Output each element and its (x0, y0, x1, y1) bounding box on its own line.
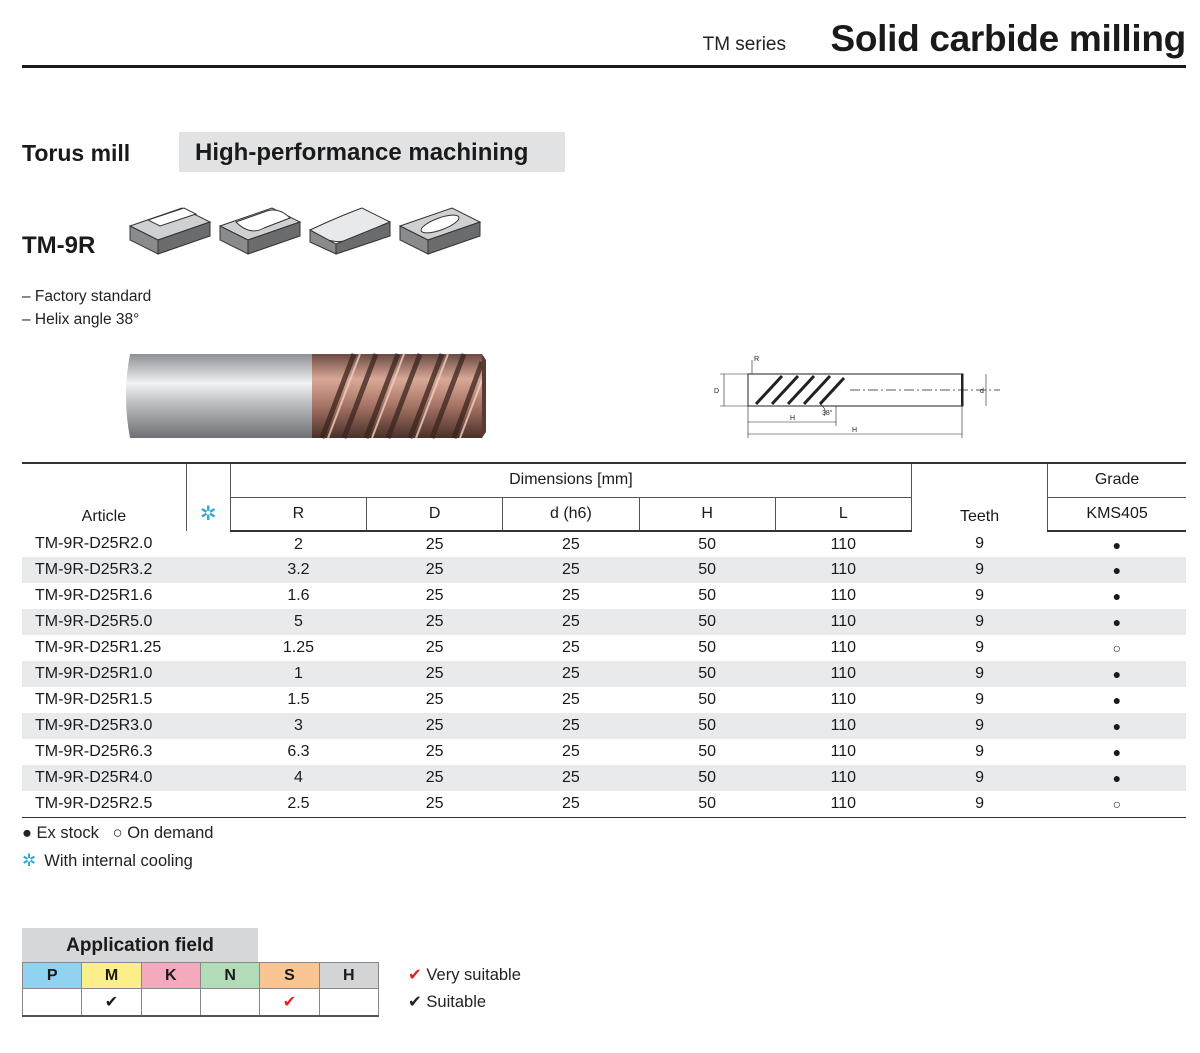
h-cell: 50 (639, 765, 775, 791)
d-cell: 25 (367, 609, 503, 635)
table-row (22, 791, 1186, 817)
header-article: Article (81, 508, 127, 525)
d-cell: 25 (367, 661, 503, 687)
slot-milling-icon (130, 208, 210, 254)
dh6-cell: 25 (503, 791, 639, 817)
d-cell: 25 (367, 557, 503, 583)
header-cooling (186, 463, 230, 531)
teeth-cell: 9 (911, 791, 1047, 817)
material-m: M (82, 963, 141, 989)
pocket-milling-icon (400, 208, 480, 254)
teeth-cell: 9 (975, 535, 984, 552)
teeth-cell: 9 (975, 639, 984, 656)
l-cell: 110 (775, 557, 911, 583)
cooling-icon: ✲ (199, 503, 217, 525)
feature-list (22, 285, 151, 331)
cooling-cell (186, 557, 230, 583)
operation-icons (128, 190, 493, 260)
series-label: TM series (702, 34, 786, 55)
h-cell: 50 (698, 743, 716, 760)
dh6-cell: 25 (503, 765, 639, 791)
r-cell: 5 (230, 609, 366, 635)
r-cell: 3 (230, 713, 366, 739)
legend-suitable (408, 989, 521, 1016)
availability-cell: ● (1048, 713, 1186, 739)
dh6-cell: 25 (561, 639, 580, 656)
teeth-cell: 9 (975, 691, 984, 708)
availability-cell: ● (1112, 744, 1122, 760)
availability-cell: ○ (1112, 640, 1122, 656)
application-field-title: Application field (22, 928, 258, 962)
cooling-cell (186, 713, 230, 739)
r-cell: 1.25 (282, 639, 315, 656)
teeth-cell: 9 (975, 743, 984, 760)
teeth-cell: 9 (911, 661, 1047, 687)
d-cell: 25 (425, 639, 444, 656)
suitability-h (319, 989, 378, 1016)
h-cell: 50 (639, 557, 775, 583)
material-codes-row (23, 963, 379, 989)
r-cell: 2 (294, 535, 303, 553)
teeth-cell: 9 (911, 609, 1047, 635)
article-cell: TM-9R-D25R2.0 (35, 535, 153, 552)
table-row (22, 609, 1186, 635)
suitability-k (141, 989, 200, 1016)
l-cell: 110 (775, 609, 911, 635)
table-row (22, 583, 1186, 609)
h-cell: 50 (639, 791, 775, 817)
suitability-p (23, 989, 82, 1016)
suitability-n (200, 989, 259, 1016)
d-cell: 25 (425, 587, 444, 604)
legend-ex-stock: ● Ex stock (22, 824, 99, 842)
d-cell: 25 (367, 713, 503, 739)
drawing-label-h: H (790, 415, 796, 422)
cooling-cell (186, 765, 230, 791)
article-cell: TM-9R-D25R1.5 (35, 691, 153, 708)
drawing-label-r: R (754, 356, 760, 363)
header-l: L (775, 497, 911, 531)
very-suitable-check-icon: ✔ (260, 989, 319, 1016)
availability-cell: ● (1112, 692, 1122, 708)
material-k: K (141, 963, 200, 989)
dh6-cell: 25 (561, 743, 580, 760)
table-row (22, 687, 1186, 713)
article-cell: TM-9R-D25R5.0 (22, 609, 186, 635)
l-cell: 110 (775, 713, 911, 739)
h-cell: 50 (698, 691, 716, 708)
h-cell: 50 (698, 587, 716, 604)
dh6-cell: 25 (561, 587, 580, 604)
table-row (22, 557, 1186, 583)
technical-drawing (700, 352, 1000, 444)
l-cell: 110 (830, 743, 857, 760)
material-n: N (200, 963, 259, 989)
cooling-cell (186, 791, 230, 817)
article-cell: TM-9R-D25R3.0 (22, 713, 186, 739)
r-cell: 1.6 (287, 587, 310, 604)
drawing-label-l: H (852, 427, 858, 434)
table-row (22, 713, 1186, 739)
table-row (22, 661, 1186, 687)
legend-cooling: With internal cooling (44, 852, 193, 870)
feature-item: – Helix angle 38° (22, 311, 140, 328)
drawing-label-d-small: d (980, 388, 984, 395)
h-cell: 50 (639, 713, 775, 739)
r-cell: 2.5 (230, 791, 366, 817)
legend-row-stock (22, 820, 213, 847)
r-cell: 1 (230, 661, 366, 687)
h-cell: 50 (698, 639, 716, 656)
legend-very-suitable (408, 962, 521, 989)
cooling-cell (186, 739, 230, 765)
header-grade: Grade (1048, 463, 1186, 497)
cooling-icon: ✲ (22, 851, 37, 870)
l-cell: 110 (830, 691, 857, 708)
l-cell: 110 (775, 791, 911, 817)
r-cell: 4 (230, 765, 366, 791)
application-field-table (22, 962, 379, 1017)
dh6-cell: 25 (503, 557, 639, 583)
application-legend (408, 962, 521, 1016)
article-cell: TM-9R-D25R1.0 (22, 661, 186, 687)
model-name: TM-9R (22, 232, 96, 259)
performance-label: High-performance machining (179, 132, 565, 172)
legend-row-cooling (22, 847, 213, 875)
page-header (22, 14, 1186, 68)
article-cell: TM-9R-D25R1.25 (35, 639, 162, 656)
availability-cell: ● (1048, 765, 1186, 791)
article-cell: TM-9R-D25R3.2 (22, 557, 186, 583)
suitable-check-icon: ✔ (82, 989, 141, 1016)
d-cell: 25 (367, 791, 503, 817)
material-p: P (23, 963, 82, 989)
header-h: H (639, 497, 775, 531)
teeth-cell: 9 (911, 765, 1047, 791)
d-cell: 25 (367, 765, 503, 791)
header-grade-name: KMS405 (1048, 497, 1186, 531)
cooling-cell (186, 661, 230, 687)
page-title: Solid carbide milling (830, 18, 1186, 59)
d-cell: 25 (425, 535, 444, 553)
d-cell: 25 (425, 743, 444, 760)
availability-cell: ● (1048, 557, 1186, 583)
feature-item: – Factory standard (22, 288, 152, 305)
h-cell: 50 (639, 661, 775, 687)
availability-legend (22, 820, 213, 875)
header-teeth: Teeth (911, 463, 1047, 531)
dh6-cell: 25 (561, 535, 580, 553)
cooling-cell (186, 635, 230, 661)
availability-cell: ● (1048, 609, 1186, 635)
cooling-cell (186, 583, 230, 609)
availability-cell: ● (1112, 588, 1122, 604)
availability-cell: ○ (1048, 791, 1186, 817)
h-cell: 50 (698, 535, 716, 553)
legend-on-demand: ○ On demand (112, 824, 214, 842)
dh6-cell: 25 (503, 609, 639, 635)
l-cell: 110 (830, 639, 857, 656)
material-s: S (260, 963, 319, 989)
header-d: D (367, 497, 503, 531)
very-suitable-label: Very suitable (426, 966, 521, 984)
l-cell: 110 (775, 765, 911, 791)
profile-milling-icon (310, 208, 390, 254)
shoulder-milling-icon (220, 208, 300, 254)
l-cell: 110 (775, 661, 911, 687)
drawing-label-angle: 38° (822, 410, 833, 417)
drawing-label-d-big: D (714, 388, 720, 395)
spec-table (22, 462, 1186, 818)
cooling-cell (186, 609, 230, 635)
cooling-cell (186, 687, 230, 713)
table-row (22, 739, 1186, 765)
suitable-label: Suitable (426, 993, 487, 1011)
article-cell: TM-9R-D25R1.6 (35, 587, 153, 604)
dh6-cell: 25 (503, 713, 639, 739)
header-r: R (230, 497, 366, 531)
material-h: H (319, 963, 378, 989)
header-dh6: d (h6) (503, 497, 639, 531)
table-row (22, 765, 1186, 791)
dh6-cell: 25 (561, 691, 580, 708)
availability-cell: ● (1112, 536, 1122, 553)
article-cell: TM-9R-D25R2.5 (22, 791, 186, 817)
very-suitable-check-icon: ✔ (408, 966, 422, 984)
r-cell: 6.3 (287, 743, 310, 760)
header-dimensions: Dimensions [mm] (230, 463, 911, 497)
h-cell: 50 (639, 609, 775, 635)
suitable-check-icon: ✔ (408, 993, 422, 1011)
teeth-cell: 9 (975, 587, 984, 604)
dh6-cell: 25 (503, 661, 639, 687)
article-cell: TM-9R-D25R4.0 (22, 765, 186, 791)
l-cell: 110 (830, 587, 857, 604)
article-cell: TM-9R-D25R6.3 (35, 743, 153, 760)
r-cell: 3.2 (230, 557, 366, 583)
teeth-cell: 9 (911, 713, 1047, 739)
table-row (22, 531, 1186, 557)
d-cell: 25 (425, 691, 444, 708)
table-row (22, 635, 1186, 661)
availability-cell: ● (1048, 661, 1186, 687)
suitability-row (23, 989, 379, 1016)
product-type: Torus mill (22, 140, 131, 166)
teeth-cell: 9 (911, 557, 1047, 583)
l-cell: 110 (830, 535, 857, 553)
tool-photo (122, 352, 490, 440)
cooling-cell (186, 531, 230, 557)
r-cell: 1.5 (287, 691, 310, 708)
